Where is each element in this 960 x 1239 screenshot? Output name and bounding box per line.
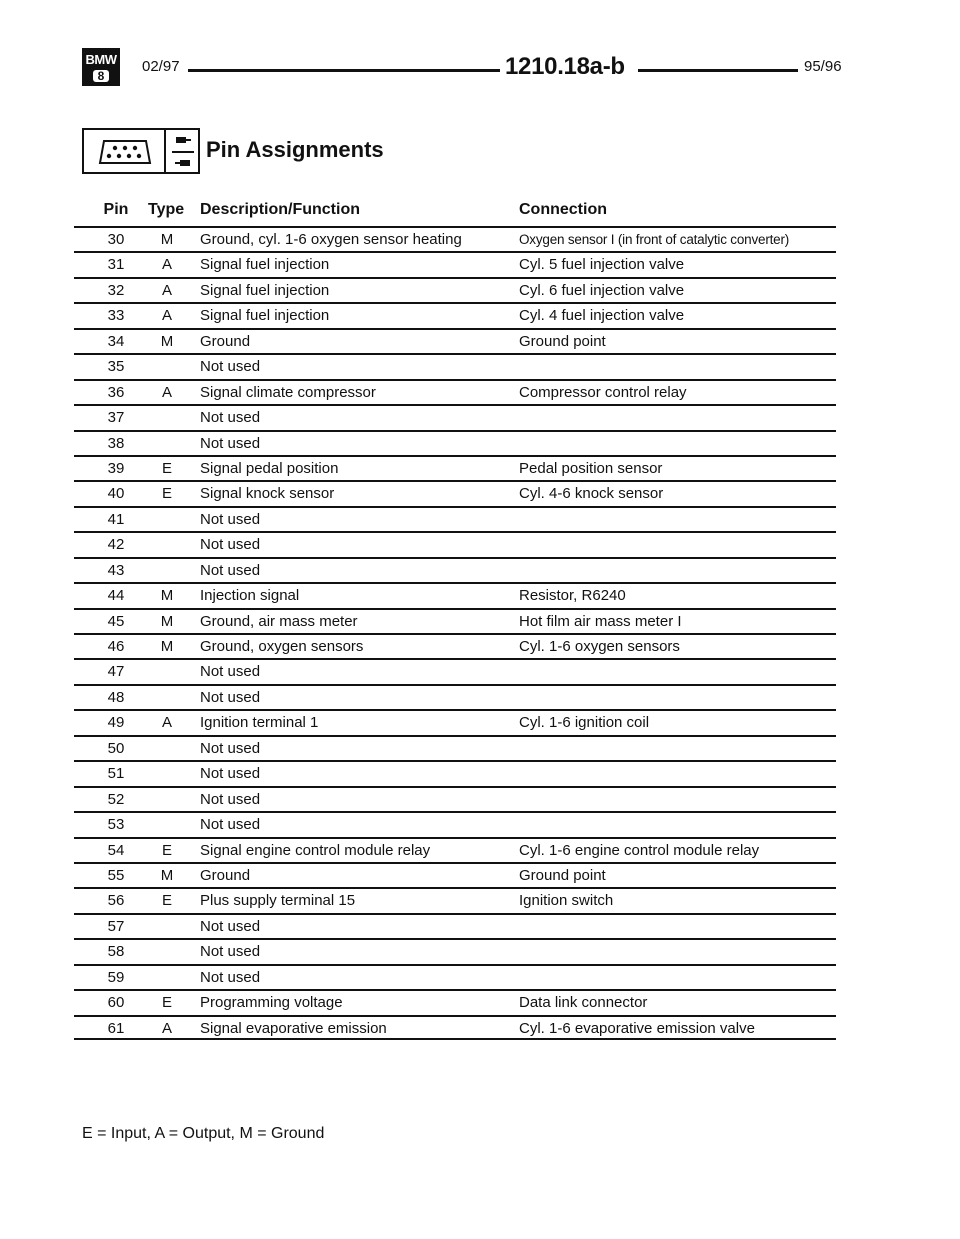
pin-cell: 47	[107, 663, 125, 681]
type-cell: E	[161, 459, 172, 477]
connection-cell: Cyl. 1-6 oxygen sensors	[519, 638, 680, 655]
table-row	[74, 684, 836, 709]
type-cell: M	[160, 587, 174, 605]
table-row	[74, 938, 836, 963]
connection-cell: Ground point	[519, 866, 606, 884]
table-row	[74, 735, 836, 760]
type-cell: M	[160, 332, 174, 350]
table-row	[74, 582, 836, 607]
type-cell: A	[161, 281, 172, 299]
table-row	[74, 480, 836, 505]
pin-cell: 44	[107, 587, 125, 605]
column-header-connection: Connection	[519, 201, 607, 218]
table-row	[74, 608, 836, 633]
pin-cell: 61	[107, 1019, 125, 1037]
pin-cell: 50	[107, 739, 125, 757]
pin-cell: 54	[107, 841, 125, 859]
connection-cell: Resistor, R6240	[519, 587, 626, 605]
connection-cell: Pedal position sensor	[519, 459, 663, 477]
bmw-logo	[82, 48, 120, 86]
connection-cell: Cyl. 1-6 evaporative emission valve	[519, 1019, 755, 1037]
pin-cell: 36	[107, 383, 125, 401]
pin-cell: 58	[107, 943, 125, 961]
description-cell: Ground, cyl. 1-6 oxygen sensor heating	[200, 231, 462, 248]
description-cell: Ground	[200, 332, 251, 350]
description-cell: Not used	[200, 943, 261, 961]
connection-cell: Oxygen sensor I (in front of catalytic converter)	[519, 232, 790, 247]
table-row	[74, 404, 836, 429]
pin-cell: 49	[107, 714, 125, 732]
description-cell: Injection signal	[200, 587, 300, 605]
type-cell: A	[161, 383, 172, 401]
description-cell: Not used	[200, 688, 261, 706]
description-cell: Ground, air mass meter	[200, 612, 358, 630]
type-cell: A	[161, 1019, 172, 1037]
table-row	[74, 862, 836, 887]
pin-cell: 40	[107, 485, 125, 503]
type-cell: A	[161, 307, 172, 325]
table-row	[74, 786, 836, 811]
connection-cell: Ground point	[519, 332, 606, 350]
type-cell: A	[161, 714, 172, 732]
legend-note: E = Input, A = Output, M = Ground	[82, 1125, 325, 1142]
connection-cell: Cyl. 1-6 engine control module relay	[519, 841, 760, 859]
table-row	[74, 379, 836, 404]
description-cell: Ignition terminal 1	[200, 714, 319, 732]
section-heading	[82, 128, 482, 176]
table-row	[74, 506, 836, 531]
connection-cell: Cyl. 5 fuel injection valve	[519, 256, 685, 274]
description-cell: Not used	[200, 561, 261, 579]
type-cell: E	[161, 892, 172, 910]
description-cell: Not used	[200, 409, 261, 427]
description-cell: Not used	[200, 434, 261, 452]
pin-cell: 57	[107, 917, 125, 935]
description-cell: Not used	[200, 765, 261, 783]
pin-cell: 37	[107, 409, 125, 427]
type-cell: M	[160, 231, 174, 248]
type-cell: M	[160, 612, 174, 630]
description-cell: Plus supply terminal 15	[200, 892, 356, 910]
table-row	[74, 709, 836, 734]
table-row	[74, 913, 836, 938]
table-row	[74, 658, 836, 683]
connection-cell: Cyl. 4-6 knock sensor	[519, 485, 664, 503]
type-cell: M	[160, 866, 174, 884]
table-row	[74, 328, 836, 353]
connection-cell: Hot film air mass meter I	[519, 612, 682, 630]
description-cell: Not used	[200, 663, 261, 681]
pin-cell: 46	[107, 638, 125, 655]
description-cell: Signal fuel injection	[200, 256, 330, 274]
table-row	[74, 1015, 836, 1040]
table-row	[74, 226, 836, 251]
table-row	[74, 557, 836, 582]
pin-cell: 59	[107, 968, 125, 986]
pin-cell: 56	[107, 892, 125, 910]
description-cell: Ground	[200, 866, 251, 884]
description-cell: Signal knock sensor	[200, 485, 335, 503]
table-row	[74, 837, 836, 862]
type-cell: A	[161, 256, 172, 274]
connection-cell: Compressor control relay	[519, 383, 687, 401]
column-header-description: Description/Function	[200, 201, 360, 218]
description-cell: Signal climate compressor	[200, 383, 376, 401]
header-rule-right	[638, 69, 798, 72]
header-date: 02/97	[142, 58, 180, 75]
connector-icon	[82, 128, 166, 174]
description-cell: Not used	[200, 510, 261, 528]
logo-text: BMW	[85, 52, 117, 67]
pin-cell: 60	[107, 994, 125, 1012]
pin-cell: 45	[107, 612, 125, 630]
pin-cell: 41	[107, 510, 125, 528]
pin-cell: 34	[107, 332, 125, 350]
table-body	[74, 226, 836, 1040]
pin-cell: 31	[107, 256, 125, 274]
pin-cell: 30	[107, 231, 125, 248]
description-cell: Not used	[200, 739, 261, 757]
connection-cell: Cyl. 6 fuel injection valve	[519, 281, 685, 299]
type-cell: E	[161, 841, 172, 859]
pin-cell: 52	[107, 790, 125, 808]
pin-cell: 33	[107, 307, 125, 325]
pin-cell: 55	[107, 866, 125, 884]
pin-cell: 32	[107, 281, 125, 299]
table-row	[74, 277, 836, 302]
table-row	[74, 633, 836, 658]
description-cell: Not used	[200, 536, 261, 554]
table-row	[74, 887, 836, 912]
description-cell: Not used	[200, 917, 261, 935]
description-cell: Signal pedal position	[200, 459, 339, 477]
type-cell: M	[160, 638, 174, 655]
connection-cell: Data link connector	[519, 994, 648, 1012]
description-cell: Signal engine control module relay	[200, 841, 431, 859]
description-cell: Not used	[200, 358, 261, 376]
header-rule-left	[188, 69, 500, 72]
description-cell: Not used	[200, 968, 261, 986]
table-row	[74, 430, 836, 455]
document-number: 1210.18a-b	[505, 53, 625, 80]
pin-cell: 42	[107, 536, 125, 554]
description-cell: Signal fuel injection	[200, 281, 330, 299]
connection-cell: Ignition switch	[519, 892, 614, 910]
table-header	[74, 196, 836, 226]
page-header	[82, 48, 842, 88]
pin-assignment-table	[74, 196, 836, 1040]
type-cell: E	[161, 994, 172, 1012]
table-row	[74, 760, 836, 785]
table-row	[74, 353, 836, 378]
table-row	[74, 302, 836, 327]
section-title: Pin Assignments	[206, 137, 384, 162]
logo-series: 8	[93, 70, 109, 82]
type-cell: E	[161, 485, 172, 503]
table-row	[74, 811, 836, 836]
pin-cell: 43	[107, 561, 125, 579]
table-row	[74, 989, 836, 1014]
column-header-pin: Pin	[103, 201, 129, 218]
plug-icon	[164, 128, 200, 174]
pin-cell: 53	[107, 816, 125, 834]
table-row	[74, 455, 836, 480]
description-cell: Signal evaporative emission	[200, 1019, 387, 1037]
connection-cell: Cyl. 4 fuel injection valve	[519, 307, 685, 325]
pin-cell: 35	[107, 358, 125, 376]
description-cell: Ground, oxygen sensors	[200, 638, 364, 655]
description-cell: Not used	[200, 790, 261, 808]
table-row	[74, 251, 836, 276]
column-header-type: Type	[148, 201, 185, 218]
description-cell: Signal fuel injection	[200, 307, 330, 325]
table-row	[74, 964, 836, 989]
description-cell: Programming voltage	[200, 994, 343, 1012]
pin-cell: 51	[107, 765, 125, 783]
table-row	[74, 531, 836, 556]
description-cell: Not used	[200, 816, 261, 834]
header-model-years: 95/96	[804, 58, 842, 75]
pin-cell: 39	[107, 459, 125, 477]
connection-cell: Cyl. 1-6 ignition coil	[519, 714, 650, 732]
pin-cell: 48	[107, 688, 125, 706]
pin-cell: 38	[107, 434, 125, 452]
